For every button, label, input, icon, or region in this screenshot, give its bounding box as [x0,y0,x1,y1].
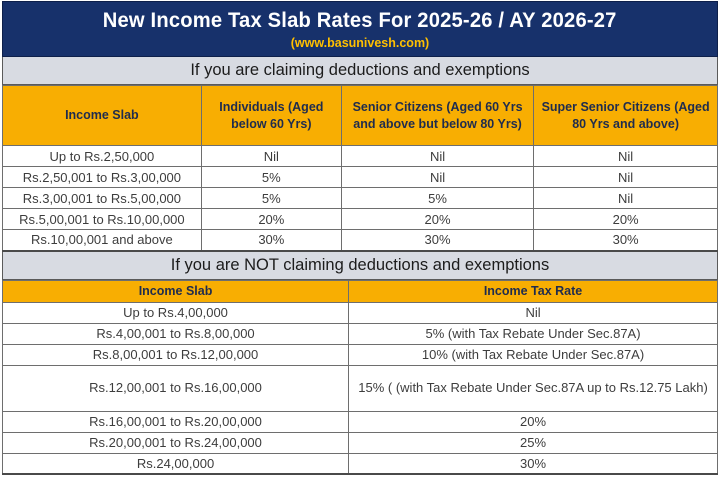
income-slab-cell: Rs.16,00,001 to Rs.20,00,000 [3,411,349,432]
income-slab-cell: Rs.8,00,001 to Rs.12,00,000 [3,344,349,365]
rate-cell: 30% [341,230,533,251]
table-row [3,365,718,411]
table-header-row [3,86,718,146]
income-slab-cell: Rs.3,00,001 to Rs.5,00,000 [3,188,202,209]
income-slab-cell: Rs.2,50,001 to Rs.3,00,000 [3,167,202,188]
column-header-senior-citizens: Senior Citizens (Aged 60 Yrs and above but below 80 Yrs) [341,86,533,146]
rate-cell: 20% [201,209,341,230]
rate-cell: 5% [201,167,341,188]
table-row [3,344,718,365]
rate-cell: 15% ( (with Tax Rebate Under Sec.87A up to Rs.12.75 Lakh) [349,365,718,411]
rate-cell: Nil [534,146,718,167]
rate-cell: 25% [349,432,718,453]
income-slab-cell: Up to Rs.2,50,000 [3,146,202,167]
tax-table-with-deductions [2,85,718,252]
table-row [3,411,718,432]
table-header-row [3,280,718,302]
column-header-individuals: Individuals (Aged below 60 Yrs) [201,86,341,146]
rate-cell: 30% [349,453,718,474]
table-row [3,209,718,230]
section-title-without-deductions: If you are NOT claiming deductions and exemptions [2,252,718,280]
site-url: (www.basunivesh.com) [290,36,430,51]
rate-cell: 20% [341,209,533,230]
rate-cell: Nil [341,146,533,167]
rate-cell: Nil [341,167,533,188]
rate-cell: 5% [341,188,533,209]
income-slab-cell: Rs.24,00,000 [3,453,349,474]
table-row [3,230,718,251]
income-slab-cell: Up to Rs.4,00,000 [3,302,349,323]
rate-cell: 20% [349,411,718,432]
tax-table-without-deductions [2,280,718,476]
income-slab-cell: Rs.20,00,001 to Rs.24,00,000 [3,432,349,453]
table-row [3,323,718,344]
section-title-with-deductions: If you are claiming deductions and exemptions [2,57,718,85]
tax-slab-infographic [2,1,718,479]
page-title: New Income Tax Slab Rates For 2025-26 / AY 2026-27 [103,8,617,32]
title-banner [2,1,718,57]
rate-cell: 5% [201,188,341,209]
income-slab-cell: Rs.12,00,001 to Rs.16,00,000 [3,365,349,411]
rate-cell: Nil [534,167,718,188]
income-slab-cell: Rs.4,00,001 to Rs.8,00,000 [3,323,349,344]
rate-cell: 5% (with Tax Rebate Under Sec.87A) [349,323,718,344]
rate-cell: 30% [534,230,718,251]
rate-cell: Nil [349,302,718,323]
table-row [3,453,718,474]
table-row [3,188,718,209]
income-slab-cell: Rs.10,00,001 and above [3,230,202,251]
column-header-income-slab: Income Slab [3,280,349,302]
table-row [3,432,718,453]
rate-cell: 10% (with Tax Rebate Under Sec.87A) [349,344,718,365]
table-row [3,302,718,323]
rate-cell: Nil [201,146,341,167]
rate-cell: 20% [534,209,718,230]
rate-cell: Nil [534,188,718,209]
rate-cell: 30% [201,230,341,251]
table-row [3,167,718,188]
table-row [3,146,718,167]
column-header-super-senior-citizens: Super Senior Citizens (Aged 80 Yrs and above) [534,86,718,146]
column-header-income-tax-rate: Income Tax Rate [349,280,718,302]
column-header-income-slab: Income Slab [3,86,202,146]
income-slab-cell: Rs.5,00,001 to Rs.10,00,000 [3,209,202,230]
